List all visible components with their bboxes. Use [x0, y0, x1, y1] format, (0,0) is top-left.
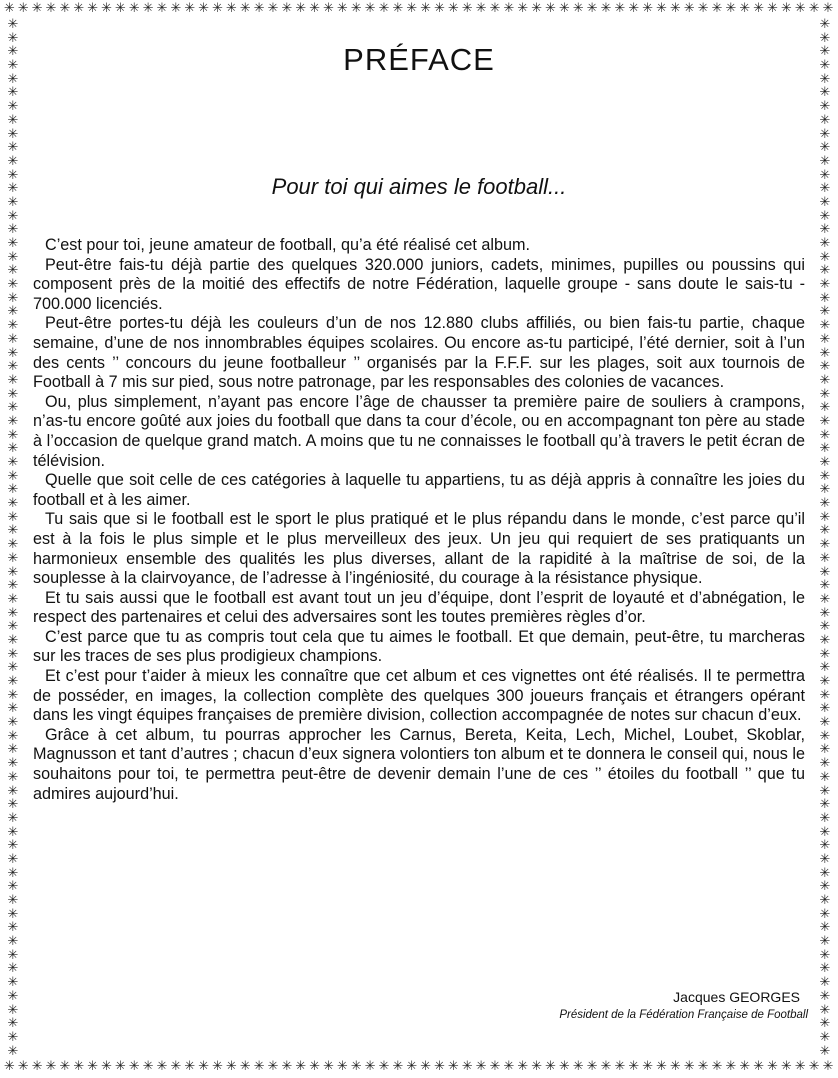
star-ornament-icon: ✳	[819, 1016, 831, 1032]
star-ornament-icon: ✳	[767, 1, 779, 16]
star-ornament-icon: ✳	[295, 1059, 307, 1074]
star-ornament-icon: ✳	[819, 523, 831, 539]
star-ornament-icon: ✳	[7, 1043, 19, 1059]
star-ornament-icon: ✳	[545, 1, 557, 16]
star-ornament-icon: ✳	[4, 1, 15, 16]
star-ornament-icon: ✳	[7, 769, 19, 785]
star-ornament-icon: ✳	[819, 277, 831, 293]
star-ornament-icon: ✳	[819, 496, 831, 512]
paragraph: Peut-être portes-tu déjà les couleurs d’un de nos 12.880 clubs affiliés, ou bien fais-tu partie, chaque semaine, d’une de nos innombrables équipes scolaires. Ou encore as-tu participé, l’été dernier, soit à l’un des cents ’’ concours du jeune footballeur ’’ organisés par la F.F.F. sur les plages, soit aux tournois de Football à 7 mis sur pied, sous notre patronage, par les responsables des colonies de vacances.	[33, 314, 805, 392]
star-ornament-icon: ✳	[819, 468, 831, 484]
star-ornament-icon: ✳	[7, 44, 19, 60]
star-ornament-icon: ✳	[392, 1059, 404, 1074]
star-ornament-icon: ✳	[819, 920, 831, 936]
star-ornament-icon: ✳	[7, 619, 19, 635]
star-ornament-icon: ✳	[7, 331, 19, 347]
star-ornament-icon: ✳	[670, 1, 681, 16]
star-ornament-icon: ✳	[7, 400, 19, 416]
star-ornament-icon: ✳	[819, 71, 831, 87]
star-ornament-icon: ✳	[819, 455, 831, 470]
star-ornament-icon: ✳	[128, 1, 140, 16]
page-subtitle: Pour toi qui aimes le football...	[271, 174, 567, 199]
paragraph: C’est pour toi, jeune amateur de football, qu’a été réalisé cet album.	[45, 236, 531, 254]
star-ornament-icon: ✳	[819, 591, 831, 607]
star-ornament-icon: ✳	[819, 17, 831, 32]
star-ornament-icon: ✳	[7, 701, 19, 717]
star-ornament-icon: ✳	[572, 1, 584, 16]
star-ornament-icon: ✳	[819, 167, 831, 183]
star-ornament-icon: ✳	[378, 1059, 390, 1074]
star-ornament-icon: ✳	[475, 1059, 487, 1074]
star-ornament-icon: ✳	[656, 1, 668, 16]
star-ornament-icon: ✳	[7, 893, 19, 908]
star-ornament-icon: ✳	[819, 879, 831, 895]
star-ornament-icon: ✳	[739, 1059, 751, 1074]
star-ornament-icon: ✳	[614, 1059, 626, 1074]
star-ornament-icon: ✳	[7, 140, 19, 156]
star-ornament-icon: ✳	[819, 140, 831, 156]
star-ornament-icon: ✳	[711, 1, 723, 16]
star-ornament-icon: ✳	[683, 1, 695, 16]
star-ornament-icon: ✳	[600, 1059, 612, 1074]
star-ornament-icon: ✳	[642, 1059, 654, 1074]
star-ornament-icon: ✳	[45, 1059, 57, 1074]
star-ornament-icon: ✳	[819, 756, 831, 772]
star-ornament-icon: ✳	[819, 413, 831, 429]
star-ornament-icon: ✳	[819, 728, 831, 744]
star-ornament-icon: ✳	[586, 1059, 598, 1074]
star-ornament-icon: ✳	[87, 1059, 99, 1074]
star-ornament-icon: ✳	[600, 1, 612, 16]
star-ornament-icon: ✳	[226, 1, 237, 16]
star-ornament-icon: ✳	[7, 167, 19, 183]
star-ornament-icon: ✳	[725, 1059, 737, 1074]
star-ornament-icon: ✳	[670, 1059, 681, 1074]
star-ornament-icon: ✳	[819, 988, 831, 1004]
star-ornament-icon: ✳	[7, 851, 19, 867]
star-ornament-icon: ✳	[7, 112, 19, 128]
star-ornament-icon: ✳	[295, 1, 307, 16]
star-ornament-icon: ✳	[226, 1059, 237, 1074]
star-ornament-icon: ✳	[87, 1, 99, 16]
star-ornament-icon: ✳	[434, 1059, 446, 1074]
star-ornament-icon: ✳	[683, 1059, 695, 1074]
star-ornament-icon: ✳	[7, 988, 19, 1004]
star-ornament-icon: ✳	[7, 564, 19, 580]
star-ornament-icon: ✳	[406, 1059, 418, 1074]
star-ornament-icon: ✳	[4, 1059, 15, 1074]
star-ornament-icon: ✳	[819, 263, 831, 279]
star-ornament-icon: ✳	[819, 893, 831, 908]
star-ornament-icon: ✳	[794, 1, 806, 16]
star-ornament-icon: ✳	[819, 632, 831, 648]
star-ornament-icon: ✳	[7, 441, 19, 457]
star-ornament-icon: ✳	[819, 947, 831, 963]
star-ornament-icon: ✳	[7, 318, 19, 334]
star-ornament-icon: ✳	[819, 797, 831, 813]
star-ornament-icon: ✳	[819, 961, 831, 977]
star-ornament-icon: ✳	[819, 715, 831, 731]
star-ornament-icon: ✳	[753, 1059, 765, 1074]
paragraph: C’est parce que tu as compris tout cela que tu aimes le football. Et que demain, peut-être, tu marcheras sur les traces de ses plus prodigieux champions.	[33, 627, 805, 666]
star-ornament-icon: ✳	[628, 1059, 640, 1074]
star-ornament-icon: ✳	[819, 345, 831, 361]
star-ornament-icon: ✳	[819, 851, 831, 867]
star-ornament-icon: ✳	[7, 17, 19, 32]
star-ornament-icon: ✳	[253, 1059, 265, 1074]
star-ornament-icon: ✳	[614, 1, 626, 16]
star-ornament-icon: ✳	[7, 99, 19, 115]
star-ornament-icon: ✳	[7, 30, 19, 46]
star-ornament-icon: ✳	[475, 1, 487, 16]
star-ornament-icon: ✳	[819, 331, 831, 347]
star-ornament-icon: ✳	[406, 1, 418, 16]
star-ornament-icon: ✳	[7, 906, 19, 922]
star-ornament-icon: ✳	[819, 509, 831, 525]
paragraph: Peut-être fais-tu déjà partie des quelques 320.000 juniors, cadets, minimes, pupilles ou poussins qui composent près de la moitié des effectifs de notre Fédération, laquelle groupe - sans doute le sais-tu - 700.000 licenciés.	[33, 255, 805, 313]
star-ornament-icon: ✳	[819, 537, 831, 553]
star-ornament-icon: ✳	[819, 550, 831, 566]
star-ornament-icon: ✳	[267, 1, 279, 16]
star-ornament-icon: ✳	[7, 153, 19, 169]
star-ornament-icon: ✳	[819, 386, 831, 402]
star-ornament-icon: ✳	[461, 1, 473, 16]
star-ornament-icon: ✳	[819, 769, 831, 785]
star-ornament-icon: ✳	[819, 58, 831, 74]
star-ornament-icon: ✳	[7, 961, 19, 977]
star-ornament-icon: ✳	[323, 1, 335, 16]
paragraph: Et tu sais aussi que le football est avant tout un jeu d’équipe, dont l’esprit de loyauté et d’abnégation, le respect des partenaires et celui des adversaires sont les toutes premières règles d’or.	[33, 588, 805, 627]
star-ornament-icon: ✳	[7, 277, 19, 293]
star-ornament-icon: ✳	[808, 1, 820, 16]
star-ornament-icon: ✳	[819, 975, 831, 991]
star-ornament-icon: ✳	[7, 550, 19, 566]
star-border-top	[0, 0, 838, 18]
star-ornament-icon: ✳	[7, 208, 19, 224]
star-ornament-icon: ✳	[503, 1059, 515, 1074]
star-ornament-icon: ✳	[378, 1, 390, 16]
star-ornament-icon: ✳	[531, 1, 543, 16]
star-ornament-icon: ✳	[7, 591, 19, 607]
star-ornament-icon: ✳	[697, 1059, 709, 1074]
star-ornament-icon: ✳	[819, 824, 831, 840]
star-ornament-icon: ✳	[711, 1059, 723, 1074]
signatory-name: Jacques GEORGES	[673, 989, 800, 1005]
star-ornament-icon: ✳	[767, 1059, 779, 1074]
star-ornament-icon: ✳	[822, 1059, 834, 1074]
star-ornament-icon: ✳	[517, 1059, 529, 1074]
star-ornament-icon: ✳	[7, 947, 19, 963]
star-ornament-icon: ✳	[31, 1059, 43, 1074]
star-ornament-icon: ✳	[198, 1, 210, 16]
star-ornament-icon: ✳	[7, 810, 19, 826]
star-ornament-icon: ✳	[7, 865, 19, 881]
star-ornament-icon: ✳	[7, 975, 19, 991]
star-ornament-icon: ✳	[545, 1059, 557, 1074]
paragraph: Ou, plus simplement, n’ayant pas encore l’âge de chausser ta première paire de souliers à crampons, n’as-tu encore goûté aux joies du football que dans ta cour d’école, ou en accompagnant ton père au stade à l’occasion de quelque grand match. A moins que tu ne connaisses le football qu’à travers le petit écran de télévision.	[33, 392, 805, 470]
star-ornament-icon: ✳	[7, 715, 19, 731]
star-ornament-icon: ✳	[7, 728, 19, 744]
signature-block	[559, 987, 808, 1023]
star-ornament-icon: ✳	[239, 1059, 251, 1074]
star-ornament-icon: ✳	[7, 359, 19, 375]
star-ornament-icon: ✳	[156, 1, 168, 16]
star-ornament-icon: ✳	[7, 249, 19, 265]
star-ornament-icon: ✳	[628, 1, 640, 16]
star-ornament-icon: ✳	[448, 1, 459, 16]
star-ornament-icon: ✳	[73, 1, 85, 16]
star-ornament-icon: ✳	[309, 1059, 321, 1074]
star-ornament-icon: ✳	[517, 1, 529, 16]
star-ornament-icon: ✳	[7, 879, 19, 895]
star-ornament-icon: ✳	[503, 1, 515, 16]
star-ornament-icon: ✳	[7, 783, 19, 799]
star-ornament-icon: ✳	[7, 605, 19, 621]
star-ornament-icon: ✳	[364, 1, 376, 16]
star-ornament-icon: ✳	[739, 1, 751, 16]
star-ornament-icon: ✳	[753, 1, 765, 16]
star-ornament-icon: ✳	[819, 865, 831, 881]
star-ornament-icon: ✳	[819, 783, 831, 799]
star-ornament-icon: ✳	[642, 1, 654, 16]
star-ornament-icon: ✳	[7, 222, 19, 238]
star-ornament-icon: ✳	[7, 496, 19, 512]
star-ornament-icon: ✳	[7, 85, 19, 101]
star-ornament-icon: ✳	[819, 126, 831, 142]
star-ornament-icon: ✳	[819, 249, 831, 265]
star-ornament-icon: ✳	[819, 701, 831, 717]
star-ornament-icon: ✳	[7, 756, 19, 772]
star-ornament-icon: ✳	[489, 1059, 501, 1074]
star-ornament-icon: ✳	[7, 1002, 19, 1018]
star-ornament-icon: ✳	[420, 1059, 432, 1074]
star-ornament-icon: ✳	[7, 537, 19, 553]
star-ornament-icon: ✳	[819, 1002, 831, 1018]
star-ornament-icon: ✳	[7, 1029, 19, 1045]
star-ornament-icon: ✳	[819, 290, 831, 306]
star-ornament-icon: ✳	[819, 619, 831, 635]
star-ornament-icon: ✳	[7, 126, 19, 142]
star-ornament-icon: ✳	[819, 674, 831, 689]
star-ornament-icon: ✳	[781, 1059, 792, 1074]
star-ornament-icon: ✳	[420, 1, 432, 16]
star-ornament-icon: ✳	[309, 1, 321, 16]
star-ornament-icon: ✳	[7, 304, 19, 320]
star-ornament-icon: ✳	[819, 564, 831, 580]
star-ornament-icon: ✳	[170, 1059, 182, 1074]
signatory-role: Président de la Fédération Française de Football	[559, 1009, 808, 1021]
star-ornament-icon: ✳	[725, 1, 737, 16]
star-ornament-icon: ✳	[7, 797, 19, 813]
star-ornament-icon: ✳	[819, 44, 831, 60]
star-ornament-icon: ✳	[572, 1059, 584, 1074]
star-ornament-icon: ✳	[819, 838, 831, 854]
star-ornament-icon: ✳	[819, 400, 831, 416]
star-ornament-icon: ✳	[7, 1016, 19, 1032]
star-ornament-icon: ✳	[819, 194, 831, 210]
star-ornament-icon: ✳	[822, 1, 834, 16]
star-ornament-icon: ✳	[7, 290, 19, 306]
star-ornament-icon: ✳	[281, 1059, 293, 1074]
star-ornament-icon: ✳	[819, 482, 831, 498]
star-ornament-icon: ✳	[73, 1059, 85, 1074]
star-ornament-icon: ✳	[819, 427, 831, 443]
star-ornament-icon: ✳	[819, 181, 831, 197]
star-ornament-icon: ✳	[819, 236, 831, 251]
star-ornament-icon: ✳	[142, 1059, 154, 1074]
paragraph: Tu sais que si le football est le sport le plus pratiqué et le plus répandu dans le monde, c’est parce qu’il est à la fois le plus simple et le plus merveilleux des jeux. Un jeu qui requiert de ses pratiquants un harmonieux ensemble des qualités les plus diverses, allant de la rapidité à la maîtrise de soi, de la souplesse à la clairvoyance, de l’adresse à l’ingéniosité, du courage à la résistance physique.	[33, 510, 805, 588]
star-ornament-icon: ✳	[212, 1059, 224, 1074]
star-ornament-icon: ✳	[31, 1, 43, 16]
star-ornament-icon: ✳	[7, 632, 19, 648]
star-ornament-icon: ✳	[7, 523, 19, 539]
star-ornament-icon: ✳	[7, 482, 19, 498]
star-ornament-icon: ✳	[7, 372, 19, 388]
star-ornament-icon: ✳	[7, 427, 19, 443]
star-ornament-icon: ✳	[323, 1059, 335, 1074]
star-ornament-icon: ✳	[281, 1, 293, 16]
star-ornament-icon: ✳	[7, 468, 19, 484]
star-ornament-icon: ✳	[7, 674, 19, 689]
star-ornament-icon: ✳	[7, 455, 19, 470]
star-ornament-icon: ✳	[350, 1, 362, 16]
star-ornament-icon: ✳	[819, 1029, 831, 1045]
paragraph: Et c’est pour t’aider à mieux les connaître que cet album et ces vignettes ont été réalisés. Il te permettra de posséder, en images, la collection complète des quelques 300 joueurs français et étrangers opérant dans les vingt équipes françaises de première division, collection accompagnée de notes sur chacun d’eux.	[33, 667, 805, 725]
star-ornament-icon: ✳	[59, 1059, 71, 1074]
star-ornament-icon: ✳	[7, 646, 19, 662]
star-ornament-icon: ✳	[17, 1, 29, 16]
star-ornament-icon: ✳	[7, 838, 19, 854]
star-ornament-icon: ✳	[59, 1, 71, 16]
star-ornament-icon: ✳	[212, 1, 224, 16]
star-ornament-icon: ✳	[7, 194, 19, 210]
star-ornament-icon: ✳	[337, 1, 348, 16]
star-ornament-icon: ✳	[819, 578, 831, 594]
star-ornament-icon: ✳	[819, 304, 831, 320]
star-ornament-icon: ✳	[819, 687, 831, 703]
star-ornament-icon: ✳	[128, 1059, 140, 1074]
star-ornament-icon: ✳	[350, 1059, 362, 1074]
star-ornament-icon: ✳	[392, 1, 404, 16]
star-ornament-icon: ✳	[819, 1043, 831, 1059]
star-ornament-icon: ✳	[45, 1, 57, 16]
star-ornament-icon: ✳	[337, 1059, 348, 1074]
star-ornament-icon: ✳	[7, 181, 19, 197]
star-ornament-icon: ✳	[198, 1059, 210, 1074]
star-ornament-icon: ✳	[253, 1, 265, 16]
preface-body	[33, 236, 805, 804]
star-ornament-icon: ✳	[7, 71, 19, 87]
star-ornament-icon: ✳	[7, 263, 19, 279]
star-ornament-icon: ✳	[184, 1, 196, 16]
paragraph: Quelle que soit celle de ces catégories à laquelle tu appartiens, tu as déjà appris à connaître les joies du football et à les aimer.	[33, 471, 805, 509]
star-ornament-icon: ✳	[819, 742, 831, 758]
star-ornament-icon: ✳	[17, 1059, 29, 1074]
paragraph: Grâce à cet album, tu pourras approcher les Carnus, Bereta, Keita, Lech, Michel, Loubet, Skoblar, Magnusson et tant d’autres ; chacun d’eux signera volontiers ton album et te donnera le conseil qui, nous le souhaitons pour toi, te permettra peut-être de devenir demain l’une de ces ’’ étoiles du football ’’ que tu admires aujourd’hui.	[33, 725, 805, 803]
star-ornament-icon: ✳	[115, 1, 126, 16]
star-ornament-icon: ✳	[7, 660, 19, 676]
star-ornament-icon: ✳	[819, 112, 831, 128]
star-ornament-icon: ✳	[559, 1, 570, 16]
star-ornament-icon: ✳	[115, 1059, 126, 1074]
star-ornament-icon: ✳	[819, 372, 831, 388]
star-ornament-icon: ✳	[7, 934, 19, 950]
star-ornament-icon: ✳	[7, 386, 19, 402]
star-ornament-icon: ✳	[808, 1059, 820, 1074]
star-ornament-icon: ✳	[448, 1059, 459, 1074]
page-title: PRÉFACE	[343, 42, 495, 77]
star-ornament-icon: ✳	[7, 824, 19, 840]
star-ornament-icon: ✳	[364, 1059, 376, 1074]
star-ornament-icon: ✳	[697, 1, 709, 16]
star-ornament-icon: ✳	[819, 906, 831, 922]
star-ornament-icon: ✳	[101, 1, 113, 16]
star-ornament-icon: ✳	[586, 1, 598, 16]
star-ornament-icon: ✳	[819, 222, 831, 238]
star-ornament-icon: ✳	[434, 1, 446, 16]
star-ornament-icon: ✳	[819, 660, 831, 676]
star-ornament-icon: ✳	[794, 1059, 806, 1074]
star-ornament-icon: ✳	[184, 1059, 196, 1074]
star-ornament-icon: ✳	[101, 1059, 113, 1074]
star-ornament-icon: ✳	[7, 687, 19, 703]
star-ornament-icon: ✳	[7, 58, 19, 74]
star-ornament-icon: ✳	[170, 1, 182, 16]
star-ornament-icon: ✳	[7, 413, 19, 429]
star-ornament-icon: ✳	[819, 85, 831, 101]
star-ornament-icon: ✳	[239, 1, 251, 16]
star-ornament-icon: ✳	[267, 1059, 279, 1074]
star-ornament-icon: ✳	[7, 345, 19, 361]
star-ornament-icon: ✳	[819, 208, 831, 224]
star-ornament-icon: ✳	[781, 1, 792, 16]
star-ornament-icon: ✳	[819, 646, 831, 662]
star-ornament-icon: ✳	[819, 99, 831, 115]
star-ornament-icon: ✳	[819, 359, 831, 375]
star-ornament-icon: ✳	[461, 1059, 473, 1074]
star-ornament-icon: ✳	[656, 1059, 668, 1074]
star-ornament-icon: ✳	[819, 441, 831, 457]
star-ornament-icon: ✳	[489, 1, 501, 16]
star-ornament-icon: ✳	[531, 1059, 543, 1074]
star-ornament-icon: ✳	[156, 1059, 168, 1074]
star-ornament-icon: ✳	[7, 920, 19, 936]
star-ornament-icon: ✳	[7, 236, 19, 251]
star-ornament-icon: ✳	[7, 742, 19, 758]
star-ornament-icon: ✳	[819, 605, 831, 621]
star-ornament-icon: ✳	[819, 153, 831, 169]
star-border-bottom	[0, 1058, 838, 1076]
star-ornament-icon: ✳	[142, 1, 154, 16]
star-ornament-icon: ✳	[819, 318, 831, 334]
star-ornament-icon: ✳	[819, 30, 831, 46]
star-ornament-icon: ✳	[7, 509, 19, 525]
star-ornament-icon: ✳	[7, 578, 19, 594]
star-ornament-icon: ✳	[819, 810, 831, 826]
star-ornament-icon: ✳	[559, 1059, 570, 1074]
star-ornament-icon: ✳	[819, 934, 831, 950]
